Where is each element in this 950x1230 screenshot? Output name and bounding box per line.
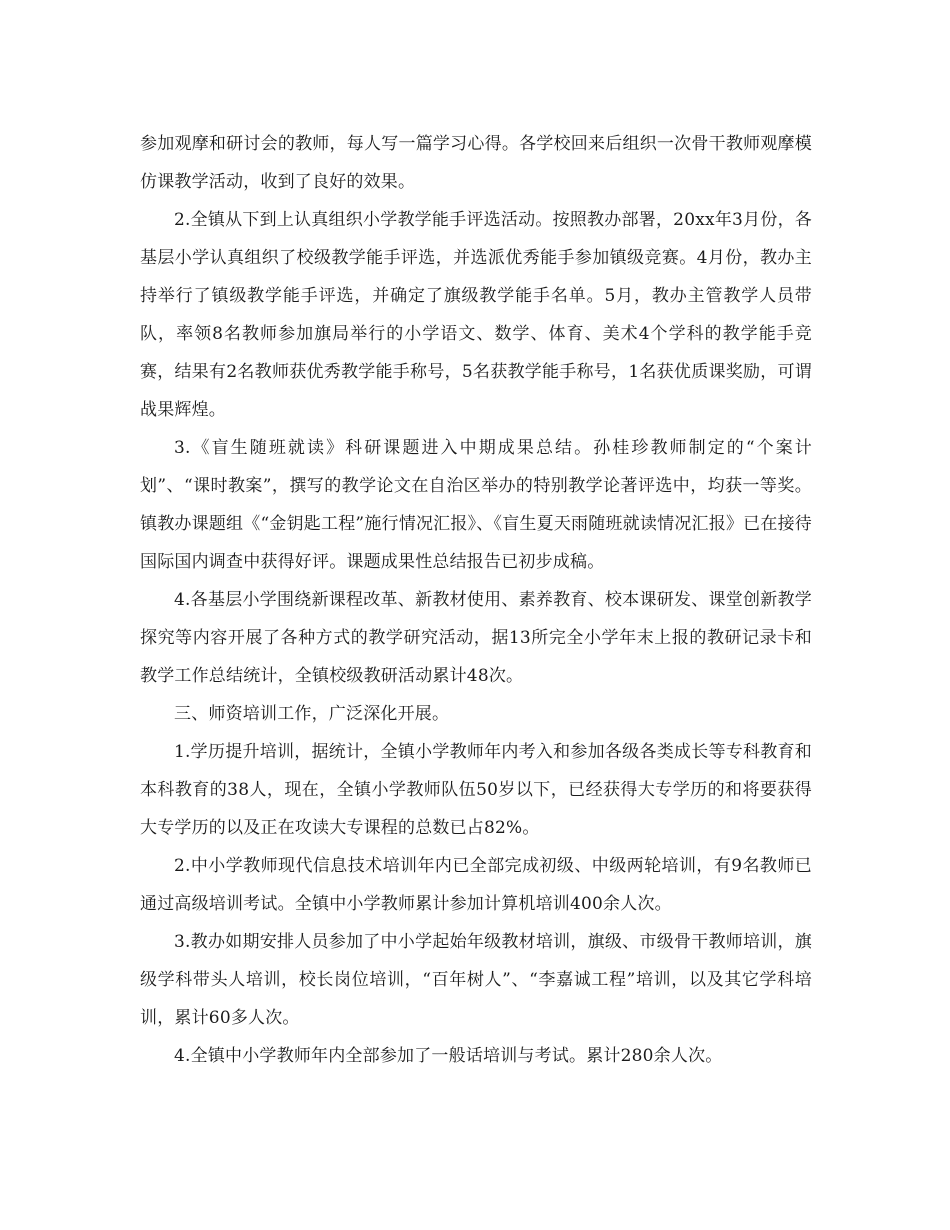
section-heading-teacher-training: 三、师资培训工作，广泛深化开展。	[174, 704, 450, 724]
paragraph-item-3-research-project: 3.《盲生随班就读》科研课题进入中期成果总结。孙桂珍教师制定的“个案计划”、“课时教案”，撰写的教学论文在自治区举办的特别教学论著评选中，均获一等奖。镇教办课题组《“金钥匙工程”施行情况汇报》、《盲生夏天雨随班就读情况汇报》已在接待国际国内调查中获得好评。课题成果性总结报告已初步成稿。	[140, 438, 812, 572]
paragraph-item-4-research-activities: 4.各基层小学围绕新课程改革、新教材使用、素养教育、校本课研发、课堂创新教学探究等内容开展了各种方式的教学研究活动，据13所完全小学年末上报的教研记录卡和教学工作总结统计，全镇校级教研活动累计48次。	[140, 590, 812, 686]
paragraph-continuation: 参加观摩和研讨会的教师，每人写一篇学习心得。各学校回来后组织一次骨干教师观摩模仿课教学活动，收到了良好的效果。	[140, 134, 812, 192]
paragraph-item-2-teaching-competition: 2.全镇从下到上认真组织小学教学能手评选活动。按照教办部署，20xx年3月份，各基层小学认真组织了校级教学能手评选，并选派优秀能手参加镇级竞赛。4月份，教办主持举行了镇级教学能手评选，并确定了旗级教学能手名单。5月，教办主管教学人员带队，率领8名教师参加旗局举行的小学语文、数学、体育、美术4个学科的教学能手竞赛，结果有2名教师获优秀教学能手称号，5名获教学能手称号，1名获优质课奖励，可谓战果辉煌。	[140, 210, 812, 420]
document-body	[140, 125, 812, 1075]
paragraph-training-2-it: 2.中小学教师现代信息技术培训年内已全部完成初级、中级两轮培训，有9名教师已通过高级培训考试。全镇中小学教师累计参加计算机培训400余人次。	[140, 856, 812, 914]
paragraph-training-3-programs: 3.教办如期安排人员参加了中小学起始年级教材培训，旗级、市级骨干教师培训，旗级学科带头人培训，校长岗位培训，“百年树人”、“李嘉诚工程”培训，以及其它学科培训，累计60多人次。	[140, 932, 812, 1028]
paragraph-training-4-mandarin: 4.全镇中小学教师年内全部参加了一般话培训与考试。累计280余人次。	[174, 1046, 723, 1066]
paragraph-training-1-education: 1.学历提升培训，据统计，全镇小学教师年内考入和参加各级各类成长等专科教育和本科教育的38人，现在，全镇小学教师队伍50岁以下，已经获得大专学历的和将要获得大专学历的以及正在攻读大专课程的总数已占82%。	[140, 742, 812, 838]
